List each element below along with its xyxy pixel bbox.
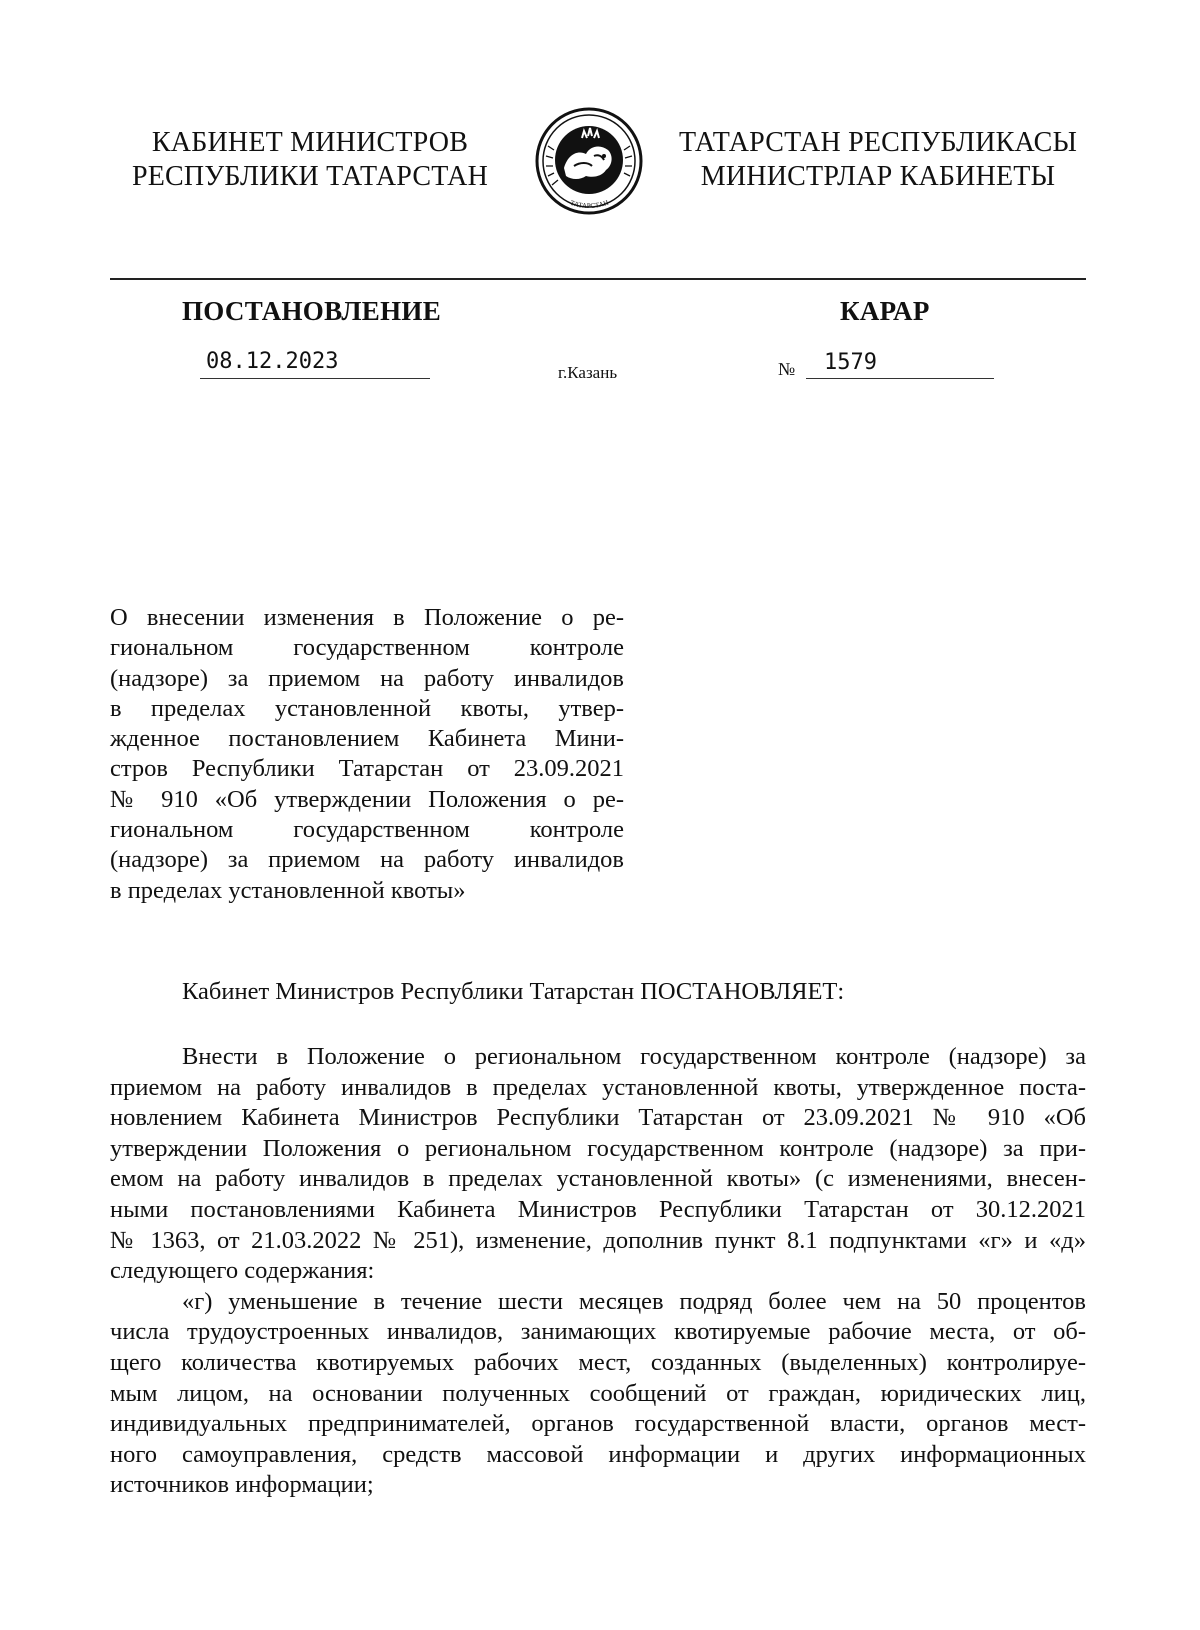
header-divider: [110, 278, 1086, 280]
body-line: мым лицом, на основании полученных сообщений от граждан, юридических лиц,: [110, 1379, 1086, 1407]
doc-city: г.Казань: [558, 363, 618, 382]
subject-line: О внесении изменения в Положение о ре-: [110, 604, 624, 631]
svg-text:ТАТАРСТАН: [569, 199, 609, 210]
org-name-russian-line1: КАБИНЕТ МИНИСТРОВ: [151, 127, 469, 158]
body-line: приемом на работу инвалидов в пределах установленной квоты, утвержденное поста-: [110, 1073, 1086, 1101]
subject-line: стров Республики Татарстан от 23.09.2021: [110, 755, 624, 783]
doc-number: 1579: [824, 350, 877, 375]
subject-line: в пределах установленной квоты»: [110, 876, 466, 904]
body-line: № 1363, от 21.03.2022 № 251), изменение, дополнив пункт 8.1 подпунктами «г» и «д»: [110, 1226, 1086, 1254]
subject-line: в пределах установленной квоты, утвер-: [110, 694, 624, 722]
subject-line: гиональном государственном контроле: [110, 634, 624, 662]
body-line: ного самоуправления, средств массовой информации и других информационных: [110, 1440, 1086, 1468]
body-line: емом на работу инвалидов в пределах установленной квоты» (с изменениями, внесен-: [110, 1165, 1086, 1193]
doc-body: [110, 1042, 1086, 1501]
org-name-tatar: [668, 126, 1088, 194]
subject-line: гиональном государственном контроле: [110, 816, 624, 844]
body-line: «г) уменьшение в течение шести месяцев подряд более чем на 50 процентов: [182, 1287, 1086, 1315]
subject-line: № 910 «Об утверждении Положения о ре-: [110, 785, 624, 813]
doc-title-tatar: КАРАР: [840, 296, 930, 326]
doc-subject: [110, 603, 624, 906]
subject-line: (надзоре) за приемом на работу инвалидов: [110, 664, 624, 692]
org-name-tatar-line1: ТАТАРСТАН РЕСПУБЛИКАСЫ: [678, 127, 1078, 158]
number-underline: [806, 378, 994, 379]
body-line: щего количества квотируемых рабочих мест, созданных (выделенных) контролируе-: [110, 1348, 1086, 1376]
body-line: ными постановлениями Кабинета Министров Республики Татарстан от 30.12.2021: [110, 1195, 1086, 1223]
org-name-tatar-line2: МИНИСТРЛАР КАБИНЕТЫ: [700, 161, 1056, 192]
org-name-russian: [120, 126, 500, 194]
preamble: Кабинет Министров Республики Татарстан ПОСТАНОВЛЯЕТ:: [182, 978, 845, 1005]
body-line: источников информации;: [110, 1471, 374, 1499]
subject-line: жденное постановлением Кабинета Мини-: [110, 725, 624, 753]
body-line: утверждении Положения о региональном государственном контроле (надзоре) за при-: [110, 1134, 1086, 1162]
body-line: Внести в Положение о региональном государственном контроле (надзоре) за: [182, 1043, 1086, 1070]
body-line: числа трудоустроенных инвалидов, занимающих квотируемые рабочие места, от об-: [110, 1318, 1086, 1346]
doc-title-russian: ПОСТАНОВЛЕНИЕ: [182, 296, 442, 326]
tatarstan-emblem-icon: [534, 106, 644, 216]
subject-line: (надзоре) за приемом на работу инвалидов: [110, 846, 624, 874]
org-name-russian-line2: РЕСПУБЛИКИ ТАТАРСТАН: [131, 161, 489, 192]
emblem-label: ТАТАРСТАН: [569, 198, 610, 211]
doc-date: 08.12.2023: [206, 349, 339, 374]
number-sign: №: [778, 359, 796, 379]
body-line: индивидуальных предпринимателей, органов государственной власти, органов мест-: [110, 1410, 1086, 1438]
body-line: новлением Кабинета Министров Республики Татарстан от 23.09.2021 № 910 «Об: [110, 1104, 1086, 1132]
date-underline: [200, 378, 430, 379]
body-line: следующего содержания:: [110, 1257, 375, 1285]
